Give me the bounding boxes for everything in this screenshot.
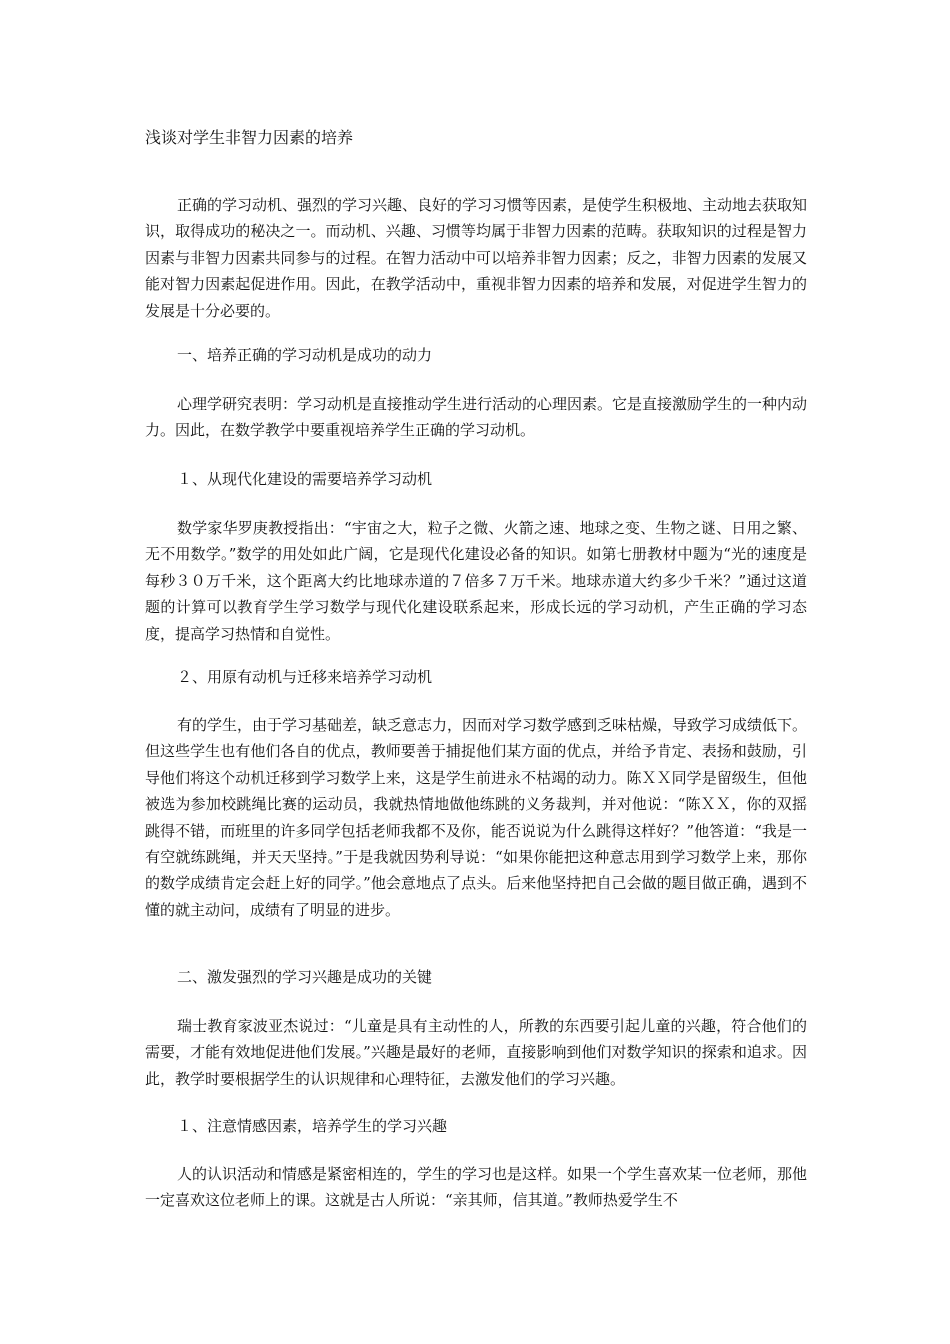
paragraph-modernization: 数学家华罗庚教授指出：“宇宙之大，粒子之微、火箭之速、地球之变、生物之谜、日用之繁、无不用数学。”数学的用处如此广阔，它是现代化建设必备的知识。如第七册教材中题为“光的速度是每秒３０万千米，这个距离大约比地球赤道的７倍多７万千米。地球赤道大约多少千米？”通过这道题的计算可以教育学生学习数学与现代化建设联系起来，形成长远的学习动机，产生正确的学习态度，提高学习热情和自觉性。 <box>145 519 807 643</box>
section-heading-1: 一、培养正确的学习动机是成功的动力 <box>177 346 433 364</box>
paragraph-emotion: 人的认识活动和情感是紧密相连的，学生的学习也是这样。如果一个学生喜欢某一位老师，那他一定喜欢这位老师上的课。这就是古人所说：“亲其师，信其道。”教师热爱学生不 <box>145 1165 808 1210</box>
paragraph-intro: 正确的学习动机、强烈的学习兴趣、良好的学习习惯等因素，是使学生积极地、主动地去获取知识，取得成功的秘决之一。而动机、兴趣、习惯等均属于非智力因素的范畴。获取知识的过程是智力因素与非智力因素共同参与的过程。在智力活动中可以培养非智力因素；反之，非智力因素的发展又能对智力因素起促进作用。因此，在教学活动中，重视非智力因素的培养和发展，对促进学生智力的发展是十分必要的。 <box>145 196 808 320</box>
paragraph-transfer: 有的学生，由于学习基础差，缺乏意志力，因而对学习数学感到乏味枯燥，导致学习成绩低下。但这些学生也有他们各自的优点，教师要善于捕捉他们某方面的优点，并给予肯定、表扬和鼓励，引导他们将这个动机迁移到学习数学上来，这是学生前进永不枯竭的动力。陈ＸＸ同学是留级生，但他被选为参加校跳绳比赛的运动员，我就热情地做他练跳的义务裁判，并对他说：“陈ＸＸ，你的双摇跳得不错，而班里的许多同学包括老师我都不及你，能否说说为什么跳得这样好？”他答道：“我是一有空就练跳绳，并天天坚持。”于是我就因势利导说：“如果你能把这种意志用到学习数学上来，那你的数学成绩肯定会赶上好的同学。”他会意地点了点头。后来他坚持把自己会做的题目做正确，遇到不懂的就主动问，成绩有了明显的进步。 <box>145 716 808 919</box>
paragraph-interest: 瑞士教育家波亚杰说过：“儿童是具有主动性的人，所教的东西要引起儿童的兴趣，符合他们的需要，才能有效地促进他们发展。”兴趣是最好的老师，直接影响到他们对数学知识的探索和追求。因此，教学时要根据学生的认识规律和心理特征，去激发他们的学习兴趣。 <box>145 1017 807 1088</box>
section-heading-2: 二、激发强烈的学习兴趣是成功的关键 <box>177 968 433 986</box>
subsection-heading-1-1: １、从现代化建设的需要培养学习动机 <box>177 470 433 488</box>
paragraph-motivation: 心理学研究表明：学习动机是直接推动学生进行活动的心理因素。它是直接激励学生的一种内动力。因此，在数学教学中要重视培养学生正确的学习动机。 <box>145 395 808 440</box>
subsection-heading-1-2: ２、用原有动机与迁移来培养学习动机 <box>177 668 433 686</box>
subsection-heading-2-1: １、注意情感因素，培养学生的学习兴趣 <box>177 1117 448 1135</box>
document-title: 浅谈对学生非智力因素的培养 <box>145 128 354 147</box>
